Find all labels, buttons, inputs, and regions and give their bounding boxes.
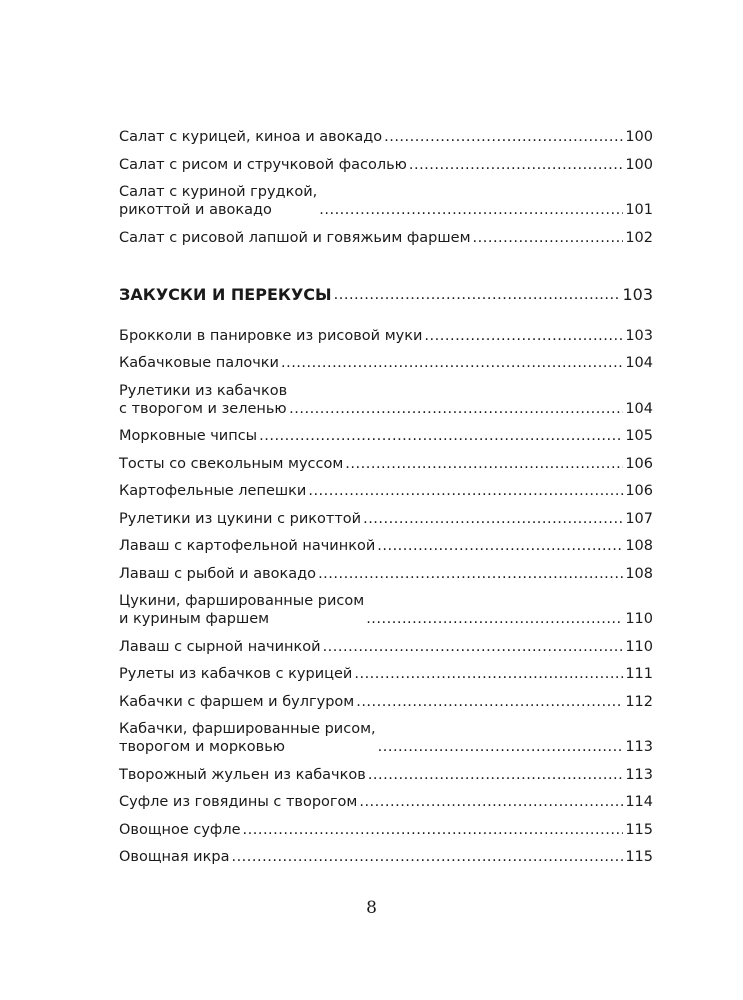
toc-entry[interactable] <box>119 327 653 345</box>
entry-title: Цукини, фаршированные рисом и куриным фаршем <box>119 593 365 627</box>
toc-entry[interactable] <box>119 592 653 628</box>
toc-group-snacks <box>119 327 653 867</box>
toc-entry[interactable] <box>119 128 653 146</box>
table-of-contents <box>119 128 653 876</box>
entry-title: Творожный жульен из кабачков <box>119 766 366 783</box>
section-title: ЗАКУСКИ И ПЕРЕКУСЫ <box>119 284 332 304</box>
entry-page-number: 103 <box>625 327 653 344</box>
entry-page-number: 107 <box>625 510 653 527</box>
entry-page-number: 115 <box>625 849 653 865</box>
entry-page-number: 110 <box>625 638 653 655</box>
dot-leader <box>231 848 623 866</box>
dot-leader <box>363 510 623 528</box>
dot-leader <box>334 285 621 305</box>
entry-title: Лаваш с картофельной начинкой <box>119 538 376 554</box>
entry-page-number: 110 <box>625 611 653 627</box>
dot-leader <box>281 354 623 372</box>
entry-title: Суфле из говядины с творогом <box>119 794 358 810</box>
dot-leader <box>368 766 624 784</box>
entry-title: Салат с куриной грудкой, рикоттой и авокадо <box>119 184 318 218</box>
dot-leader <box>319 201 623 219</box>
toc-entry[interactable] <box>119 638 653 656</box>
dot-leader <box>345 455 623 473</box>
toc-entry[interactable] <box>119 565 653 583</box>
toc-entry[interactable] <box>119 156 653 174</box>
toc-entry[interactable] <box>119 793 653 811</box>
entry-title: Салат с рисовой лапшой и говяжьим фаршем <box>119 229 471 246</box>
dot-leader <box>377 537 623 555</box>
entry-page-number: 106 <box>625 483 653 499</box>
toc-entry[interactable] <box>119 382 653 418</box>
entry-title: Салат с курицей, киноа и авокадо <box>119 129 383 145</box>
entry-title: Рулетики из кабачков с творогом и зеленью <box>119 382 288 417</box>
entry-page-number: 114 <box>625 794 653 810</box>
toc-entry[interactable] <box>119 766 653 784</box>
dot-leader <box>424 327 623 345</box>
entry-title: Кабачки с фаршем и булгуром <box>119 693 355 710</box>
entry-page-number: 105 <box>625 428 653 444</box>
dot-leader <box>409 156 623 174</box>
toc-entry[interactable] <box>119 821 653 839</box>
dot-leader <box>354 665 623 683</box>
toc-entry[interactable] <box>119 482 653 500</box>
toc-entry[interactable] <box>119 665 653 683</box>
entry-page-number: 106 <box>625 455 653 472</box>
entry-title: Рулеты из кабачков с курицей <box>119 666 353 682</box>
entry-title: Кабачки, фаршированные рисом, творогом и морковью <box>119 721 376 755</box>
toc-entry[interactable] <box>119 693 653 711</box>
dot-leader <box>384 128 623 146</box>
entry-page-number: 102 <box>625 229 653 246</box>
dot-leader <box>366 610 623 628</box>
dot-leader <box>359 793 623 811</box>
dot-leader <box>243 821 624 839</box>
entry-page-number: 108 <box>625 565 653 582</box>
entry-title: Овощное суфле <box>119 821 241 838</box>
entry-title: Лаваш с рыбой и авокадо <box>119 565 317 582</box>
entry-title: Лаваш с сырной начинкой <box>119 638 321 655</box>
toc-entry[interactable] <box>119 183 653 219</box>
entry-title: Картофельные лепешки <box>119 483 307 499</box>
dot-leader <box>356 693 623 711</box>
entry-page-number: 100 <box>625 129 653 145</box>
entry-title: Овощная икра <box>119 849 230 865</box>
section-page-number: 103 <box>622 284 653 304</box>
entry-page-number: 108 <box>625 538 653 554</box>
entry-page-number: 112 <box>625 693 653 710</box>
page-number: 8 <box>366 898 377 918</box>
toc-entry[interactable] <box>119 720 653 756</box>
toc-section-heading[interactable] <box>119 285 653 305</box>
toc-entry[interactable] <box>119 427 653 445</box>
toc-group-salads <box>119 128 653 247</box>
dot-leader <box>259 427 623 445</box>
entry-title: Рулетики из цукини с рикоттой <box>119 510 362 527</box>
dot-leader <box>323 638 624 656</box>
dot-leader <box>308 482 623 500</box>
dot-leader <box>318 565 623 583</box>
entry-title: Кабачковые палочки <box>119 355 279 371</box>
toc-entry[interactable] <box>119 510 653 528</box>
entry-page-number: 113 <box>625 739 653 755</box>
entry-page-number: 104 <box>625 355 653 371</box>
toc-entry[interactable] <box>119 848 653 866</box>
entry-page-number: 111 <box>625 666 653 682</box>
entry-page-number: 100 <box>625 156 653 173</box>
entry-page-number: 115 <box>625 821 653 838</box>
entry-title: Брокколи в панировке из рисовой муки <box>119 327 423 344</box>
dot-leader <box>289 400 623 418</box>
entry-page-number: 113 <box>625 766 653 783</box>
entry-title: Салат с рисом и стручковой фасолью <box>119 156 407 173</box>
entry-page-number: 104 <box>625 400 653 417</box>
entry-title: Тосты со свекольным муссом <box>119 455 344 472</box>
dot-leader <box>473 229 624 247</box>
toc-entry[interactable] <box>119 354 653 372</box>
toc-entry[interactable] <box>119 537 653 555</box>
entry-page-number: 101 <box>625 202 653 218</box>
dot-leader <box>378 738 624 756</box>
toc-entry[interactable] <box>119 455 653 473</box>
entry-title: Морковные чипсы <box>119 428 258 444</box>
toc-entry[interactable] <box>119 229 653 247</box>
